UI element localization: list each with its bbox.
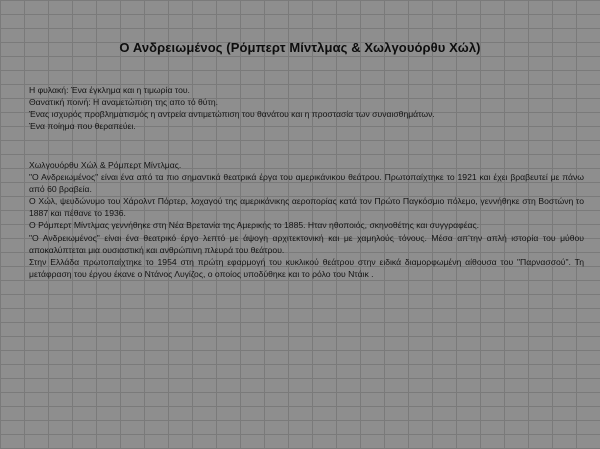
- body-paragraph: "Ο Ανδρειωμένος" είναι ένα θεατρικό έργο λεπτό με άψογη αρχιτεκτονική και με χαμηλούς τόνους. Μέσα απ'την απλή ιστορία του μύθου αποκαλύπτεται μια ουσιαστική και ανθρώπινη πλευρά του θεάτρου.: [29, 232, 584, 255]
- body-paragraph: "Ο Ανδρειωμένος" είναι ένα από τα πιο σημαντικά θεατρικά έργα του αμερικάνικου θεάτρου. Πρωτοπαίχτηκε το 1921 και έχει βραβευτεί με πάνω από 60 βραβεία.: [29, 172, 584, 195]
- authors-line: Χωλγουόρθυ Χώλ & Ρόμπερτ Μίντλμας.: [29, 160, 182, 170]
- intro-block: [29, 84, 584, 132]
- body-paragraph: Ο Χώλ, ψευδώνυμο του Χάρολντ Πόρτερ, λοχαγού της αμερικάνικης αεροπορίας κατά τον Πρώτο Παγκόσμιο πόλεμο, γεννήθηκε στη Βοστώνη το 1887 και πέθανε το 1936.: [29, 196, 584, 219]
- intro-line: Η φυλακή: Ένα έγκλημα και η τιμωρία του.: [29, 85, 190, 95]
- intro-line: Ένα ποίημα που θεραπεύει.: [29, 121, 136, 132]
- body-paragraph: Στην Ελλάδα πρωτοπαίχτηκε το 1954 στη πρώτη εφαρμογή του κυκλικού θεάτρου στην ειδικά διαμορφωμένη αίθουσα του "Παρνασσού". Τη μετάφραση του έργου έκανε ο Ντάνος Λυγίζος, ο οποίος υποδύθηκε και το ρόλο του Ντάικ .: [29, 256, 584, 279]
- body-block: [29, 159, 584, 280]
- intro-line: Ένας ισχυρός προβληματισμός η αντρεία αντιμετώπιση του θανάτου και η προστασία των συναισθημάτων.: [29, 109, 435, 120]
- intro-line: Θανατική ποινή: Η αναμετώπιση της απο τό θύτη.: [29, 97, 219, 108]
- page-title: Ο Ανδρειωμένος (Ρόμπερτ Μίντλμας & Χωλγουόρθυ Χώλ): [119, 40, 481, 55]
- body-paragraph: Ο Ρόμπερτ Μίντλμας γεννήθηκε στη Νέα Βρετανία της Αμερικής το 1885. Ηταν ηθοποιός, σκηνοθέτης και συγγραφέας.: [29, 220, 480, 231]
